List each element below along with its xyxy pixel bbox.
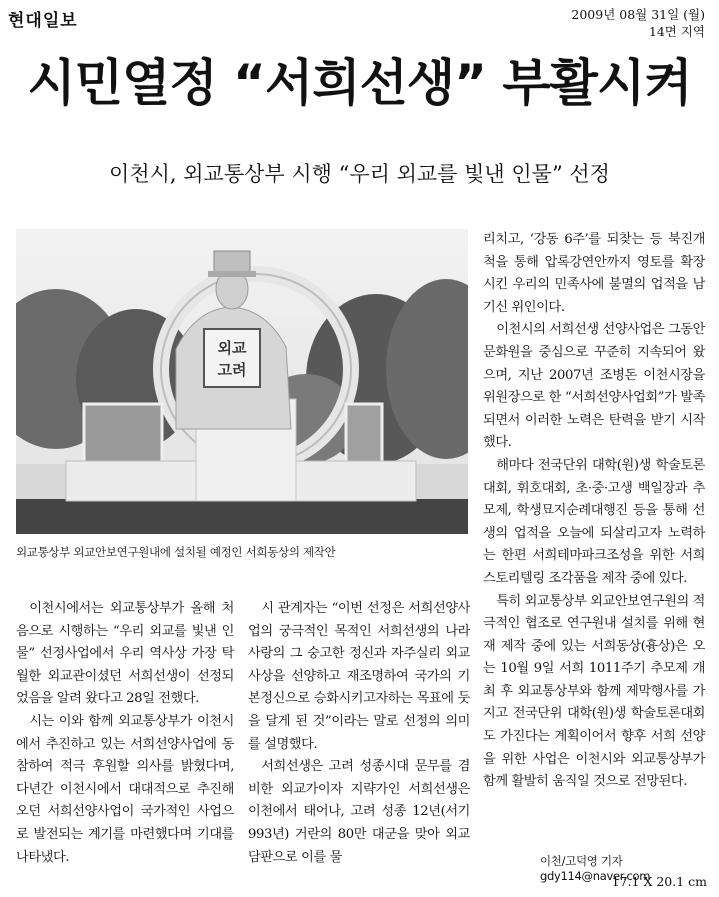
statue-photo <box>16 229 468 534</box>
paragraph: 특히 외교통상부 외교안보연구원의 적극적인 협조로 연구원내 설치를 위해 현재 제작 중에 있는 서희동상(흉상)은 오는 10월 9일 서희 1011주기 추모제 개최 후 외교통상부와 함께 제막행사를 가지고 전국단위 대학(원)생 학술토론대회도 가진다는 계획이어서 향후 서희 선양을 위한 사업은 이천시와 외교통상부가 함께 활발히 움직일 것으로 전망된다. <box>483 593 705 790</box>
article-column-2 <box>248 598 470 869</box>
paragraph: 리치고, ‘강동 6주’를 되찾는 등 북진개척을 통해 압록강연안까지 영토를 확장시킨 우리의 민족사에 불멸의 업적을 남기신 위인이다. <box>483 232 705 315</box>
photo-caption: 외교통상부 외교안보연구원내에 설치될 예정인 서희동상의 제작안 <box>16 545 336 559</box>
clipping-size: 17.1 X 20.1 cm <box>611 874 707 889</box>
page-section: 14면 지역 <box>648 24 705 39</box>
statue-tablet-text-2: 고려 <box>217 361 247 379</box>
headline: 시민열정 “서희선생” 부활시켜 <box>27 54 692 112</box>
paragraph: 이천시에서는 외교통상부가 올해 처음으로 시행하는 “우리 외교를 빛낸 인물” 선정사업에서 우리 역사상 가장 탁월한 외교관이셨던 서희선생이 선정되었음을 알려 왔다고 28일 전했다. <box>16 601 234 707</box>
subheadline: 이천시, 외교통상부 시행 “우리 외교를 빛낸 인물” 선정 <box>109 162 610 186</box>
article-column-3 <box>483 229 705 794</box>
date-info <box>571 6 705 40</box>
paragraph: 시는 이와 함께 외교통상부가 이천시에서 추진하고 있는 서희선양사업에 동참하여 적극 후원할 의사를 밝혔다며, 다년간 이천시에서 대대적으로 추진해오던 서희선양사업이 국가적인 사업으로 발전되는 계기를 마련했다며 기대를 나타냈다. <box>16 713 234 865</box>
statue-photo-illustration <box>16 229 468 534</box>
paragraph: 해마다 전국단위 대학(원)생 학술토론대회, 휘호대회, 초·중·고생 백일장과 추모제, 학생묘지순례대행진 등을 통해 선생의 업적을 오늘에 되살리고자 노력하는 한편 서희테마파크조성을 위한 서희스토리텔링 조각품을 제작 중에 있다. <box>483 457 705 586</box>
statue-tablet-text: 외교 <box>217 339 247 357</box>
paragraph: 이천시의 서희선생 선양사업은 그동안 문화원을 중심으로 꾸준히 지속되어 왔으며, 지난 2007년 조병돈 이천시장을 위원장으로 한 “서희선양사업회”가 발족되면서 이러한 노력은 탄력을 받기 시작했다. <box>483 322 705 451</box>
publication-date: 2009년 08월 31일 (월) <box>571 7 705 22</box>
article-column-1 <box>16 598 234 869</box>
byline: 이천/고덕영 기자 gdy114@naver.com <box>540 854 651 883</box>
paragraph: 시 관계자는 “이번 선정은 서희선양사업의 궁극적인 목적인 서희선생의 나라사랑의 그 숭고한 정신과 자주실리 외교사상을 선양하고 재조명하여 국가의 기본정신으로 승화시키고자하는 목표에 둣을 달게 된 것”이라는 말로 선정의 의미를 설명했다. <box>248 601 470 752</box>
paragraph: 서희선생은 고려 성종시대 문무를 겸비한 외교가이자 지략가인 서희선생은 이천에서 태어나, 고려 성종 12년(서기 993년) 거란의 80만 대군을 맞아 외교담판으로 이를 물 <box>248 759 470 865</box>
newspaper-name: 현대일보 <box>8 11 78 31</box>
